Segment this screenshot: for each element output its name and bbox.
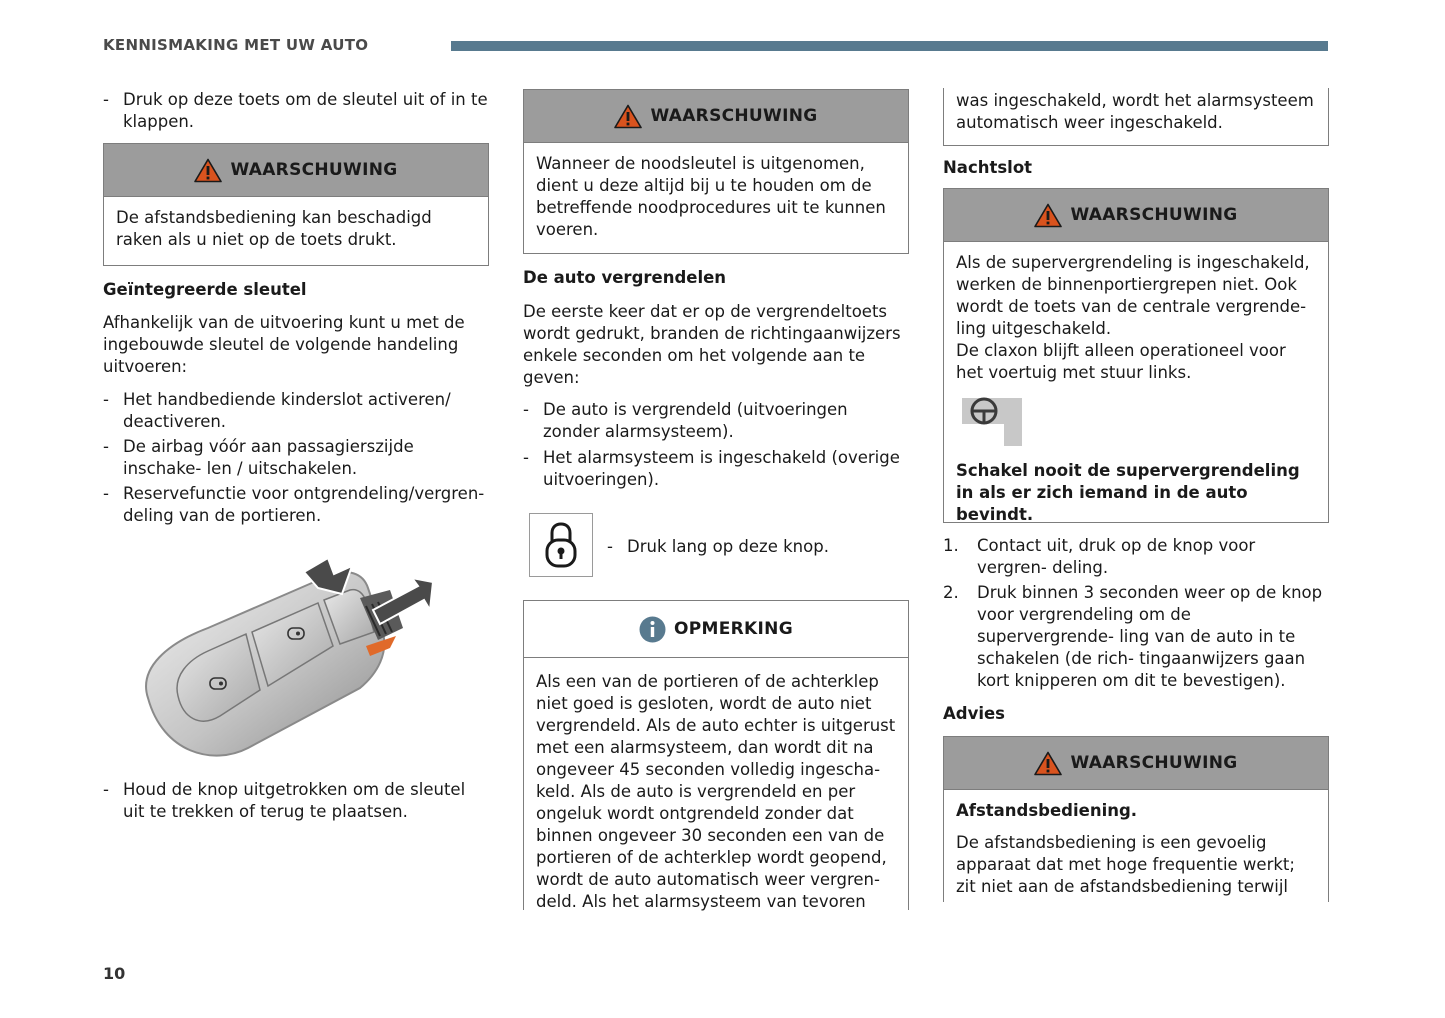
step-text: Druk binnen 3 seconden weer op de knop voor vergrendeling om de supervergrende- ling van de auto in te schakelen (de rich- tingaanwijzers gaan kort knipperen om dit te bevestigen).: [977, 583, 1323, 690]
note-label: OPMERKING: [674, 619, 793, 639]
warning-text: De afstandsbediening kan beschadigd raken als u niet op de toets drukt.: [116, 208, 432, 249]
section-heading: Geïntegreerde sleutel: [103, 280, 307, 299]
warning-box: [943, 736, 1329, 902]
warning-text: Als de supervergrendeling is ingeschakeld, werken de binnenportiergrepen niet. Ook wordt de toets van de centrale vergrende- ling uitgeschakeld.: [956, 253, 1310, 338]
list-item-text: Het handbediende kinderslot activeren/ deactiveren.: [123, 390, 451, 431]
step-number: 1.: [943, 536, 959, 555]
continued-text: was ingeschakeld, wordt het alarmsysteem automatisch weer ingeschakeld.: [956, 91, 1314, 132]
list-item: - Druk lang op deze knop.: [607, 537, 829, 556]
warning-text: De claxon blijft alleen operationeel voor het voertuig met stuur links.: [956, 341, 1286, 382]
warning-icon: [1034, 203, 1062, 228]
step-item: [943, 582, 1329, 692]
info-icon: [639, 616, 666, 643]
warning-icon: [614, 104, 642, 129]
chapter-title: KENNISMAKING MET UW AUTO: [103, 36, 369, 54]
step-text: Contact uit, druk op de knop voor vergren- deling.: [977, 536, 1256, 577]
warning-header: [524, 90, 908, 143]
list-item-text: Het alarmsysteem is ingeschakeld (overige uitvoeringen).: [543, 448, 900, 489]
step-number: 2.: [943, 583, 959, 602]
list-item: - Het alarmsysteem is ingeschakeld (overige uitvoeringen).: [523, 448, 900, 489]
list-item: - De auto is vergrendeld (uitvoeringen zonder alarmsysteem).: [523, 400, 848, 441]
section-heading: Advies: [943, 704, 1006, 723]
page-number: 10: [103, 964, 126, 983]
warning-box: [943, 188, 1329, 523]
list-item: - Reservefunctie voor ontgrendeling/vergren- deling van de portieren.: [103, 484, 485, 525]
warning-label: WAARSCHUWING: [650, 106, 818, 126]
list-item-text: Druk lang op deze knop.: [627, 537, 829, 556]
warning-label: WAARSCHUWING: [1070, 753, 1238, 773]
warning-header: [104, 144, 488, 197]
warning-header: [944, 737, 1328, 790]
list-item-text: De airbag vóór aan passagierszijde inschake- len / uitschakelen.: [123, 437, 414, 478]
paragraph: De eerste keer dat er op de vergrendeltoets wordt gedrukt, branden de richtingaanwijzers enkele seconden om het volgende aan te geven:: [523, 302, 901, 387]
steering-wheel-left-icon: [956, 394, 1024, 446]
paragraph: Afhankelijk van de uitvoering kunt u met de ingebouwde sleutel de volgende handeling uitvoeren:: [103, 313, 465, 376]
warning-box: [103, 143, 489, 266]
padlock-icon: [544, 521, 578, 569]
warning-subheading: Afstandsbediening.: [956, 801, 1138, 820]
warning-text: Wanneer de noodsleutel is uitgenomen, dient u deze altijd bij u te houden om de betreffende noodprocedures uit te kunnen voeren.: [536, 154, 886, 239]
list-item-text: Reservefunctie voor ontgrendeling/vergren- deling van de portieren.: [123, 484, 485, 525]
list-item: - De airbag vóór aan passagierszijde inschake- len / uitschakelen.: [103, 437, 414, 478]
list-item: - Houd de knop uitgetrokken om de sleutel uit te trekken of terug te plaatsen.: [103, 780, 466, 821]
warning-label: WAARSCHUWING: [1070, 205, 1238, 225]
warning-icon: [194, 158, 222, 183]
list-item-text: De auto is vergrendeld (uitvoeringen zonder alarmsysteem).: [543, 400, 848, 441]
continued-box: [943, 88, 1329, 146]
warning-bold-text: Schakel nooit de supervergrendeling in als er zich iemand in de auto bevindt.: [956, 461, 1300, 524]
section-heading: De auto vergrendelen: [523, 268, 727, 287]
lock-button-box: [529, 513, 593, 577]
warning-icon: [1034, 751, 1062, 776]
header-bar: [451, 41, 1328, 51]
list-item: - Druk op deze toets om de sleutel uit of in te klappen.: [103, 90, 488, 131]
note-box: [523, 600, 909, 910]
warning-header: [944, 189, 1328, 242]
list-item-text: Houd de knop uitgetrokken om de sleutel uit te trekken of terug te plaatsen.: [123, 780, 466, 821]
list-item-text: Druk op deze toets om de sleutel uit of in te klappen.: [123, 90, 488, 131]
warning-box: [523, 89, 909, 254]
step-item: [943, 535, 1329, 579]
list-item: - Het handbediende kinderslot activeren/ deactiveren.: [103, 390, 451, 431]
key-fob-illustration: [128, 548, 468, 768]
warning-text: De afstandsbediening is een gevoelig apparaat dat met hoge frequentie werkt; zit niet aan de afstandsbediening terwijl: [956, 833, 1295, 896]
warning-label: WAARSCHUWING: [230, 160, 398, 180]
section-heading: Nachtslot: [943, 158, 1033, 177]
note-text: Als een van de portieren of de achterklep niet goed is gesloten, wordt de auto niet vergrendeld. Als de auto echter is uitgerust met een alarmsysteem, dan wordt dit na ongeveer 45 seconden volledig ingescha- keld. Als de auto is vergrendeld en per ongeluk wordt ontgrendeld zonder dat binnen ongeveer 30 seconden een van de portieren of de achterklep wordt geopend, wordt de auto automatisch weer vergren- deld. Als het alarmsysteem van tevoren: [536, 672, 896, 911]
note-header: [524, 601, 908, 658]
